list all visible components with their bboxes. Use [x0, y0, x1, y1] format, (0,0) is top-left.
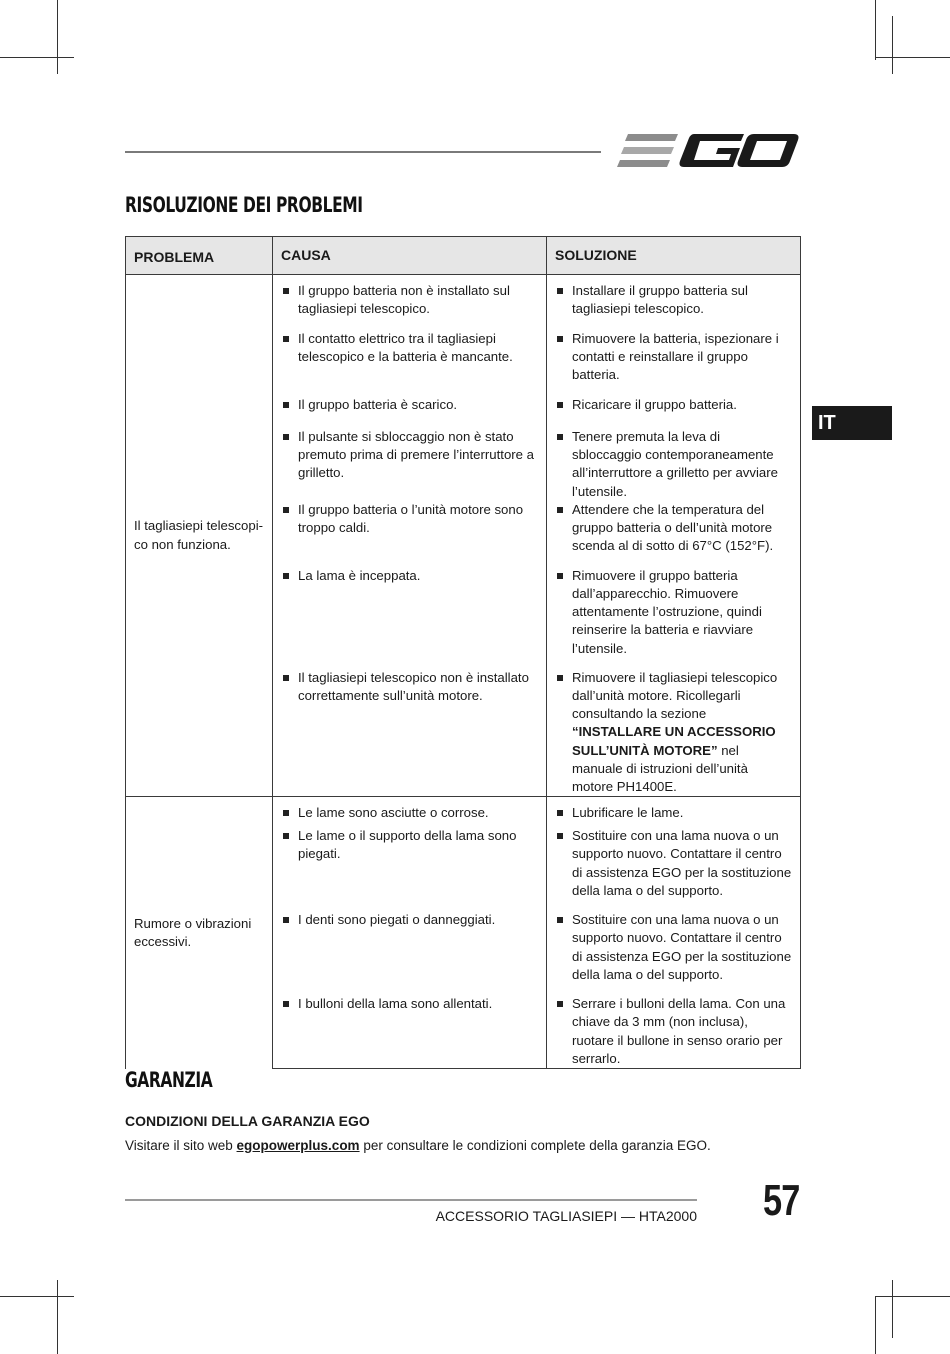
- cause-text: I denti sono piegati o danneggiati.: [281, 911, 538, 929]
- solution-text: Sostituire con una lama nuova o un supporto nuovo. Contattare il centro di assistenza EGO per la sostituzione della lama o del supporto.: [555, 827, 792, 900]
- solution-text: Attendere che la temperatura del gruppo batteria o dell’unità motore scenda al di sotto di 67°C (152°F).: [555, 501, 792, 556]
- solution-text: Lubrificare le lame.: [555, 804, 792, 822]
- table-row: [126, 797, 801, 828]
- cause-text: La lama è inceppata.: [281, 567, 538, 585]
- cause-text: Il pulsante si sbloccaggio non è stato premuto prima di premere l’interruttore a grilletto.: [281, 428, 538, 483]
- solution-text: Tenere premuta la leva di sbloccaggio contemporaneamente all’interruttore a grilletto per avviare l’utensile.: [555, 428, 792, 501]
- solution-text: Ricaricare il gruppo batteria.: [555, 396, 792, 414]
- solution-text: Rimuovere la batteria, ispezionare i contatti e reinstallare il gruppo batteria.: [555, 330, 792, 385]
- column-header-problem: PROBLEMA: [126, 237, 273, 275]
- warranty-subtitle: CONDIZIONI DELLA GARANZIA EGO: [125, 1113, 370, 1129]
- problem-text: Il tagliasiepi telescopi-co non funziona.: [134, 518, 264, 552]
- cause-text: I bulloni della lama sono allentati.: [281, 995, 538, 1013]
- cause-text: Il gruppo batteria è scarico.: [281, 396, 538, 414]
- problem-cell: [126, 275, 273, 797]
- cause-text: Le lame o il supporto della lama sono piegati.: [281, 827, 538, 863]
- language-tab: IT: [812, 406, 892, 440]
- cause-text: Il tagliasiepi telescopico non è installato correttamente sull’unità motore.: [281, 669, 538, 705]
- warranty-title: GARANZIA: [125, 1068, 213, 1092]
- solution-text: Rimuovere il gruppo batteria dall’apparecchio. Rimuovere attentamente l’ostruzione, quindi reinserire la batteria e riavviare l’utensile.: [555, 567, 792, 658]
- column-header-solution: SOLUZIONE: [547, 237, 801, 275]
- footer-product: ACCESSORIO TAGLIASIEPI — HTA2000: [435, 1208, 697, 1224]
- table-header-row: [126, 237, 801, 275]
- problem-cell: [126, 797, 273, 1069]
- cause-text: Il gruppo batteria non è installato sul tagliasiepi telescopico.: [281, 282, 538, 318]
- solution-text: Rimuovere il tagliasiepi telescopico dall’unità motore. Ricollegarli consultando la sezione “INSTALLARE UN ACCESSORIO SULL’UNITÀ MOTORE” nel manuale di istruzioni dell’unità motore PH1400E.: [555, 669, 792, 796]
- table-row: [126, 275, 801, 331]
- column-header-cause: CAUSA: [273, 237, 547, 275]
- cause-text: Il contatto elettrico tra il tagliasiepi telescopico e la batteria è mancante.: [281, 330, 538, 366]
- warranty-text: Visitare il sito web egopowerplus.com per consultare le condizioni complete della garanzia EGO.: [125, 1138, 711, 1153]
- header-rule: [125, 151, 601, 153]
- ego-logo: [616, 128, 800, 174]
- footer-rule: [125, 1199, 697, 1201]
- problem-text: Rumore o vibrazioni eccessivi.: [134, 915, 252, 949]
- solution-text: Serrare i bulloni della lama. Con una chiave da 3 mm (non inclusa), ruotare il bullone in senso orario per serrarlo.: [555, 995, 792, 1068]
- cause-text: Il gruppo batteria o l’unità motore sono troppo caldi.: [281, 501, 538, 537]
- troubleshooting-title: RISOLUZIONE DEI PROBLEMI: [125, 193, 363, 217]
- solution-text: Installare il gruppo batteria sul tagliasiepi telescopico.: [555, 282, 792, 318]
- warranty-link[interactable]: egopowerplus.com: [236, 1138, 360, 1153]
- solution-text: Sostituire con una lama nuova o un supporto nuovo. Contattare il centro di assistenza EGO per la sostituzione della lama o del supporto.: [555, 911, 792, 984]
- page-number: 57: [763, 1176, 800, 1225]
- troubleshooting-table: [125, 236, 801, 1069]
- cause-text: Le lame sono asciutte o corrose.: [281, 804, 538, 822]
